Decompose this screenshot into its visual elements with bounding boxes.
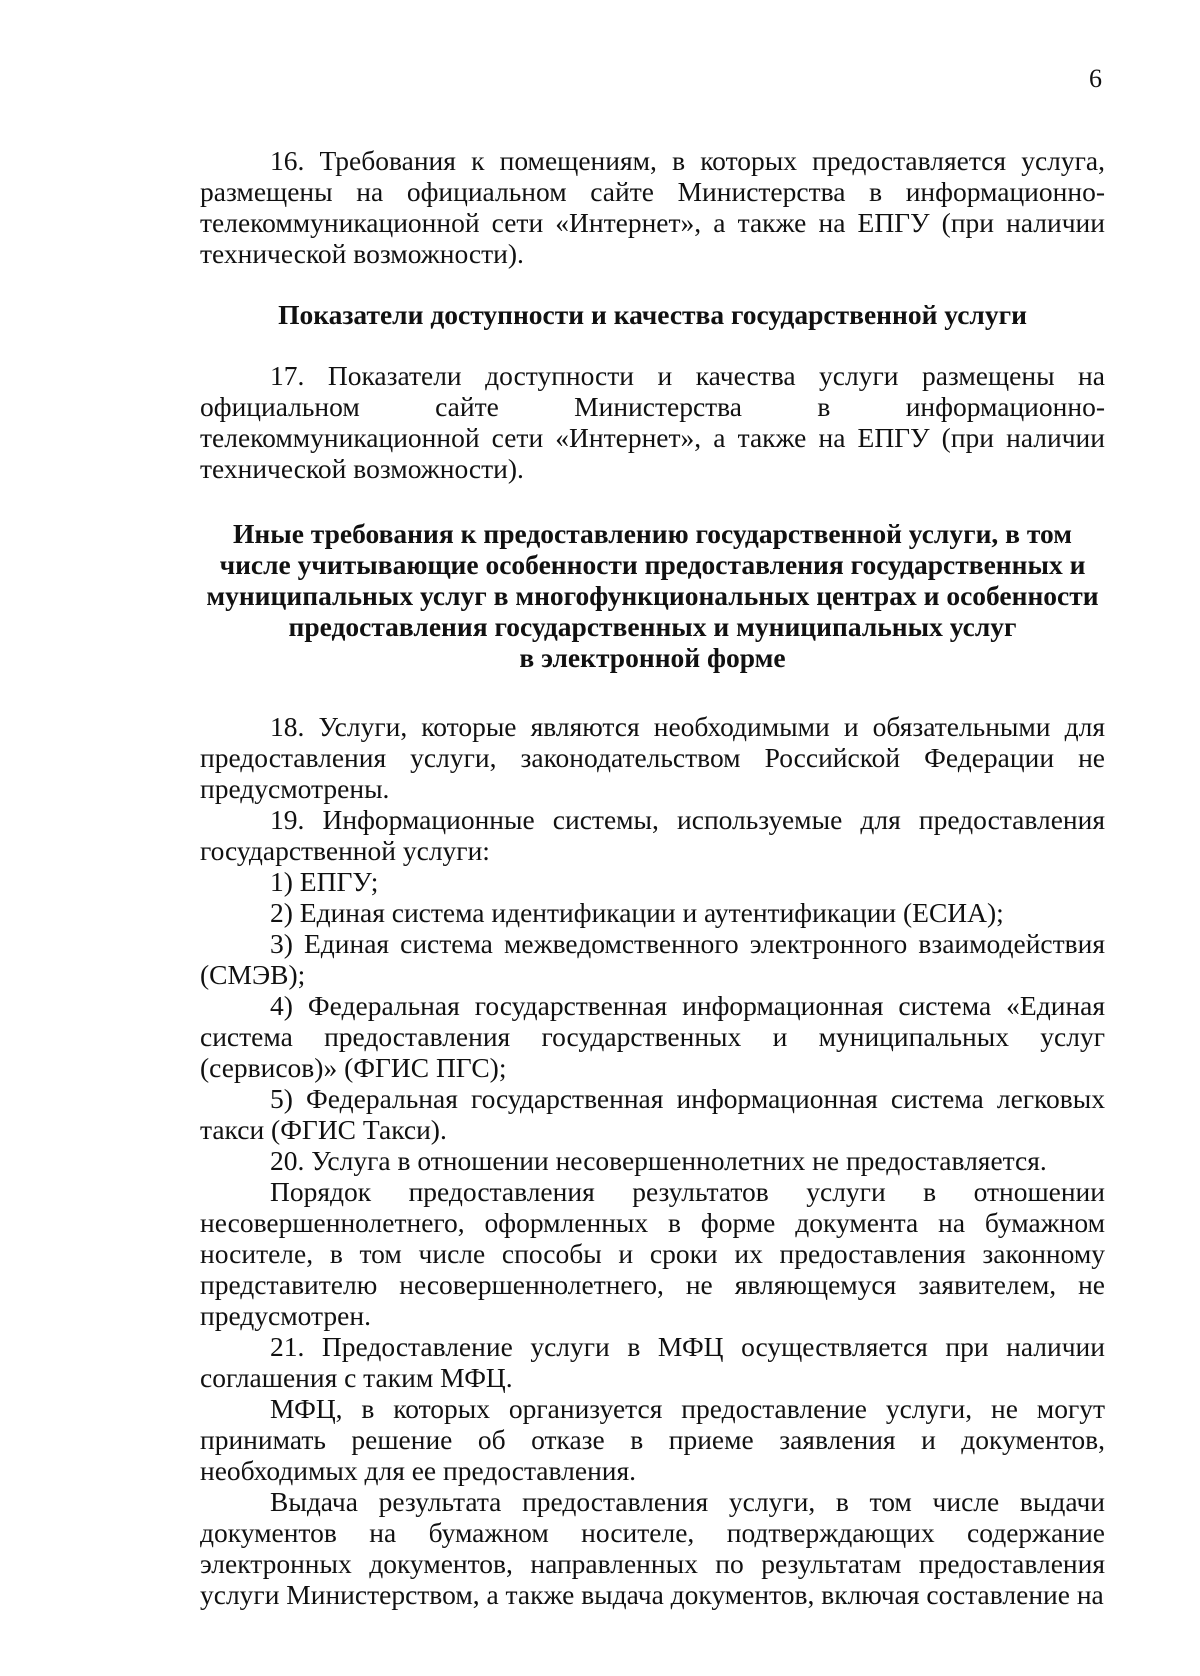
paragraph-21-issuance: Выдача результата предоставления услуги, в том числе выдачи документов на бумажном носителе, подтверждающих содержание электронных документов, направленных по результатам предоставления услуги Министерством, а также выдача документов, включая составление на — [200, 1486, 1105, 1610]
heading-line: муниципальных услуг в многофункциональных центрах и особенности — [206, 580, 1099, 611]
page-number: 6 — [1089, 64, 1102, 93]
paragraph-19: 19. Информационные системы, используемые для предоставления государственной услуги: — [200, 804, 1105, 866]
section-heading-availability: Показатели доступности и качества государственной услуги — [278, 299, 1027, 330]
heading-line: в электронной форме — [519, 642, 786, 673]
paragraph-20: 20. Услуга в отношении несовершеннолетних не предоставляется. — [270, 1145, 1047, 1176]
heading-line: Иные требования к предоставлению государственной услуги, в том — [233, 518, 1072, 549]
paragraph-21-mfc: МФЦ, в которых организуется предоставление услуги, не могут принимать решение об отказе в приеме заявления и документов, необходимых для ее предоставления. — [200, 1393, 1105, 1486]
paragraph-21: 21. Предоставление услуги в МФЦ осуществляется при наличии соглашения с таким МФЦ. — [200, 1331, 1105, 1393]
list-item-19-2: 2) Единая система идентификации и аутентификации (ЕСИА); — [270, 897, 1004, 928]
heading-line: числе учитывающие особенности предоставления государственных и — [219, 549, 1086, 580]
paragraph-18: 18. Услуги, которые являются необходимыми и обязательными для предоставления услуги, законодательством Российской Федерации не предусмотрены. — [200, 711, 1105, 804]
paragraph-16: 16. Требования к помещениям, в которых предоставляется услуга, размещены на официальном сайте Министерства в информационно-телекоммуникационной сети «Интернет», а также на ЕПГУ (при наличии технической возможности). — [200, 145, 1105, 269]
heading-line: предоставления государственных и муниципальных услуг — [288, 611, 1017, 642]
list-item-19-3: 3) Единая система межведомственного электронного взаимодействия (СМЭВ); — [200, 928, 1105, 990]
paragraph-17: 17. Показатели доступности и качества услуги размещены на официальном сайте Министерства в информационно-телекоммуникационной сети «Интернет», а также на ЕПГУ (при наличии технической возможности). — [200, 360, 1105, 484]
document-body — [200, 145, 1105, 1610]
list-item-19-4: 4) Федеральная государственная информационная система «Единая система предоставления государственных и муниципальных услуг (сервисов)» (ФГИС ПГС); — [200, 990, 1105, 1083]
section-heading-other-requirements — [200, 518, 1105, 673]
list-item-19-1: 1) ЕПГУ; — [270, 866, 379, 897]
paragraph-20-order: Порядок предоставления результатов услуги в отношении несовершеннолетнего, оформленных в форме документа на бумажном носителе, в том числе способы и сроки их предоставления законному представителю несовершеннолетнего, не являющемуся заявителем, не предусмотрен. — [200, 1176, 1105, 1331]
list-item-19-5: 5) Федеральная государственная информационная система легковых такси (ФГИС Такси). — [200, 1083, 1105, 1145]
